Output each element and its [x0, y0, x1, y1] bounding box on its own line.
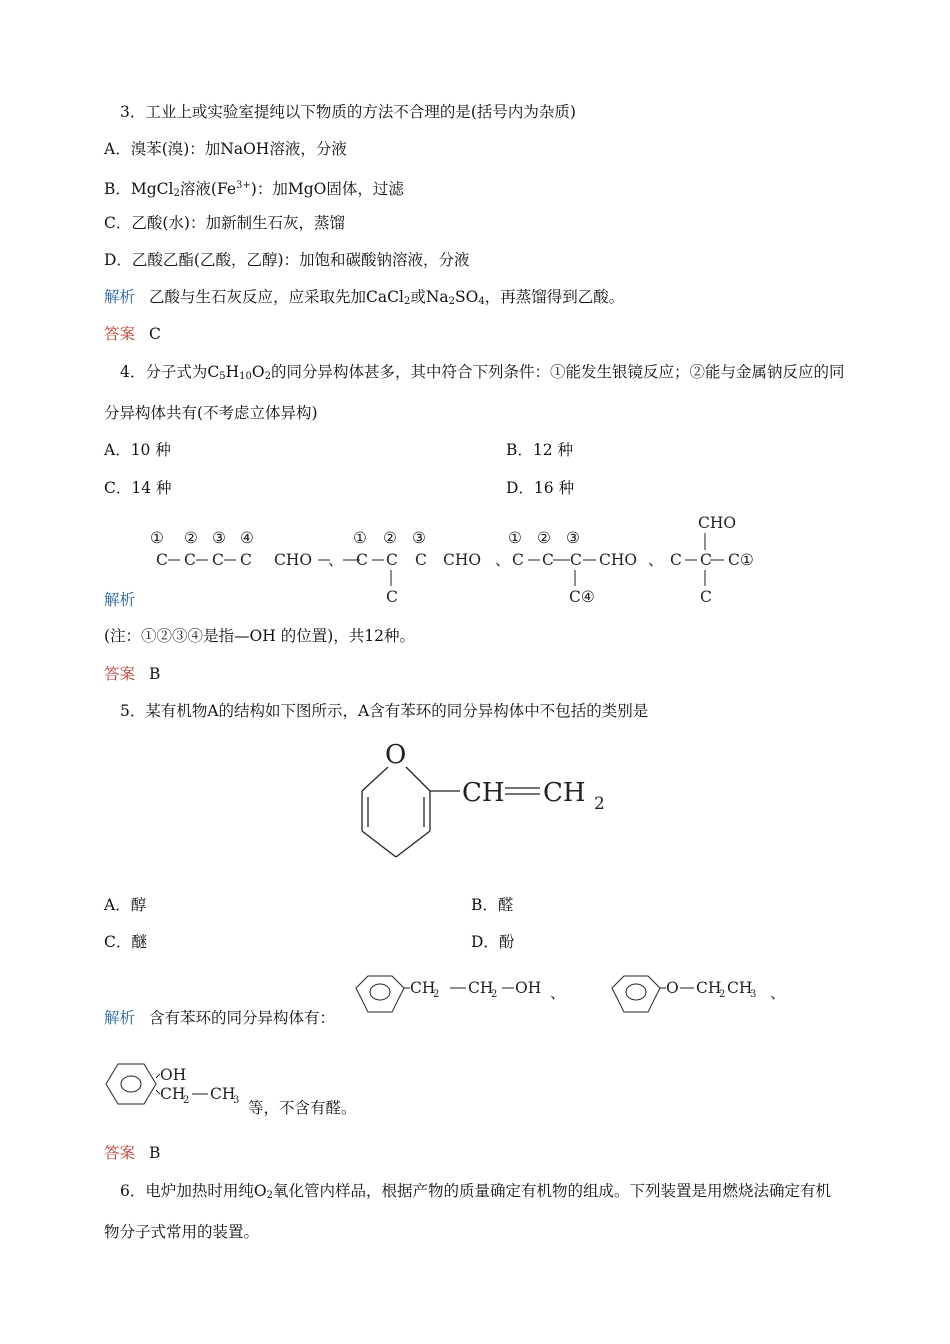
s1-num-4: ④	[240, 529, 254, 547]
svg-text:C: C	[542, 551, 554, 569]
q4-option-c: C．14 种	[104, 479, 172, 497]
q6-stem-cont: 物分子式常用的装置。	[104, 1223, 260, 1241]
svg-text:C: C	[356, 551, 368, 569]
svg-text:2: 2	[491, 989, 498, 1000]
svg-text:3: 3	[233, 1095, 240, 1106]
svg-text:、: 、	[770, 984, 786, 1002]
q3-stem: 3．工业上或实验室提纯以下物质的方法不合理的是(括号内为杂质)	[120, 103, 576, 121]
q6-stem: 6．电炉加热时用纯$O_2$氧化管内样品，根据产物的质量确定有机物的组成。下列装置是用燃烧法确定有机	[120, 1182, 831, 1201]
q4-note: (注：①②③④是指—OH 的位置)，共12种。	[104, 627, 415, 645]
svg-text:OH: OH	[515, 979, 542, 997]
svg-text:C: C	[700, 588, 712, 606]
q5-stem: 5．某有机物A的结构如下图所示，A含有苯环的同分异构体中不包括的类别是	[120, 702, 649, 720]
s2-num-2: ②	[383, 529, 397, 547]
s1-num-1: ①	[150, 529, 164, 547]
fig-o: O	[385, 740, 407, 770]
fig-ch: CH	[462, 778, 505, 808]
svg-text:C: C	[700, 551, 712, 569]
svg-text:OH: OH	[160, 1066, 187, 1084]
svg-text:C: C	[156, 551, 168, 569]
s3-num-1: ①	[508, 529, 522, 547]
q5-option-a: A．醇	[104, 896, 147, 914]
q3-analysis: 解析 乙酸与生石灰反应，应采取先加CaCl$_2$或$Na_2SO_4$，再蒸馏得到乙酸。	[104, 288, 625, 307]
svg-text:2: 2	[183, 1095, 190, 1106]
s1-num-3: ③	[212, 529, 226, 547]
q4-option-d: D．16 种	[506, 479, 575, 497]
q4-stem-cont: 分异构体共有(不考虑立体异构)	[104, 404, 318, 422]
fig-ch2: CH	[543, 778, 586, 808]
s2-num-3: ③	[412, 529, 426, 547]
q4-option-b: B．12 种	[506, 441, 574, 459]
q5-answer: 答案 B	[104, 1144, 161, 1162]
q5-option-d: D．酚	[471, 933, 515, 951]
svg-text:CH: CH	[410, 979, 436, 997]
svg-text:CHO: CHO	[599, 551, 638, 569]
q3-option-c: C．乙酸(水)：加新制生石灰，蒸馏	[104, 214, 345, 232]
svg-text:C: C	[415, 551, 427, 569]
svg-text:CH: CH	[727, 979, 753, 997]
svg-text:3: 3	[750, 989, 757, 1000]
q5-analysis-tail: 等，不含有醛。	[248, 1099, 357, 1117]
svg-text:C: C	[386, 551, 398, 569]
s2-num-1: ①	[353, 529, 367, 547]
q5-option-b: B．醛	[471, 896, 514, 914]
svg-text:CHO: CHO	[274, 551, 313, 569]
svg-text:2: 2	[433, 989, 440, 1000]
s1-num-2: ②	[184, 529, 198, 547]
s3-num-3: ③	[566, 529, 580, 547]
svg-text:2: 2	[594, 794, 605, 814]
q3-option-a: A．溴苯(溴)：加NaOH溶液，分液	[104, 140, 347, 158]
svg-text:C: C	[670, 551, 682, 569]
svg-text:C: C	[212, 551, 224, 569]
svg-text:、: 、	[550, 984, 566, 1002]
svg-text:C: C	[570, 551, 582, 569]
q4-stem: 4．分子式为$C_5H_{10}O_2$的同分异构体甚多，其中符合下列条件：①能发生银镜反应；②能与金属钠反应的同	[120, 363, 845, 382]
q3-answer: 答案 C	[104, 325, 161, 343]
q5-analysis: 解析 含有苯环的同分异构体有：	[104, 1009, 336, 1027]
q5-analysis-structures	[350, 968, 800, 1028]
svg-text:CH: CH	[210, 1085, 236, 1103]
q4-isomer-structures	[150, 508, 770, 608]
svg-text:C: C	[386, 588, 398, 606]
q5-option-c: C．醚	[104, 933, 147, 951]
svg-text:CH: CH	[696, 979, 722, 997]
svg-text:CH: CH	[468, 979, 494, 997]
svg-text:C: C	[512, 551, 524, 569]
q3-option-b: B．MgCl$_2$溶液$(Fe^{3+})$：加MgO固体，过滤	[104, 180, 404, 199]
svg-text:C: C	[240, 551, 252, 569]
q3-option-d: D．乙酸乙酯(乙酸，乙醇)：加饱和碳酸钠溶液，分液	[104, 251, 470, 269]
svg-text:2: 2	[719, 989, 726, 1000]
svg-text:CHO: CHO	[698, 514, 737, 532]
q5-structure-figure	[350, 735, 630, 865]
svg-text:C①: C①	[728, 551, 754, 569]
q4-answer: 答案 B	[104, 665, 161, 683]
svg-text:、: 、	[495, 551, 511, 569]
svg-text:O: O	[666, 979, 679, 997]
svg-text:、: 、	[328, 551, 344, 569]
q4-analysis-label: 解析	[104, 591, 136, 609]
svg-text:CH: CH	[160, 1085, 186, 1103]
q5-third-structure	[100, 1058, 260, 1118]
svg-text:CHO: CHO	[443, 551, 482, 569]
svg-text:、: 、	[648, 551, 664, 569]
svg-text:C④: C④	[569, 588, 595, 606]
q4-option-a: A．10 种	[104, 441, 171, 459]
svg-text:C: C	[184, 551, 196, 569]
s3-num-2: ②	[537, 529, 551, 547]
